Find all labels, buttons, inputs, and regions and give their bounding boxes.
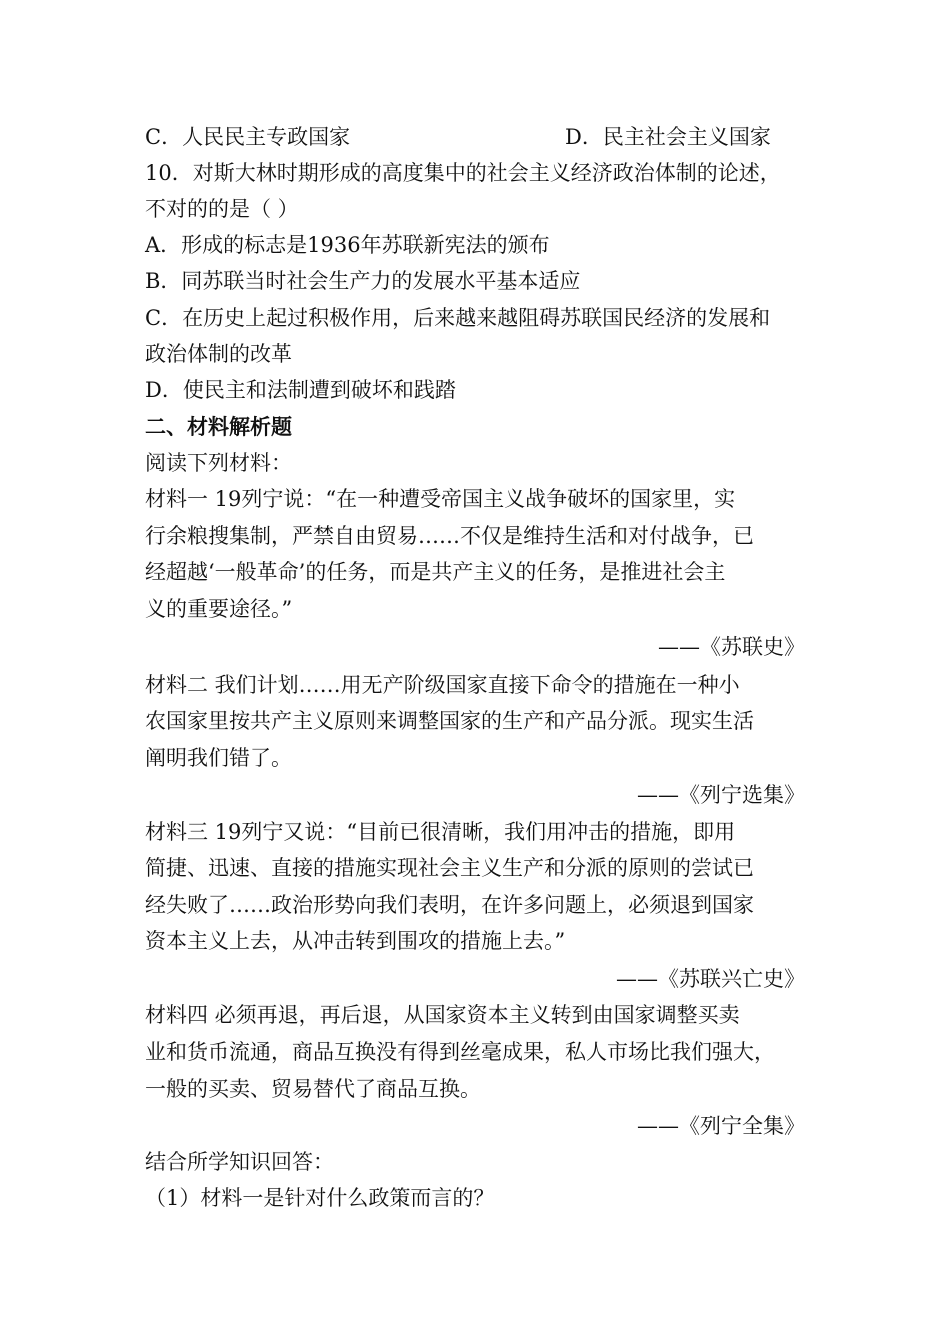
material-4-line3: 一般的买卖、贸易替代了商品互换。 <box>145 1077 481 1101</box>
material-2-line1: 材料二 我们计划……用无产阶级国家直接下命令的措施在一种小 <box>145 673 740 697</box>
question-10-option-b: B．同苏联当时社会生产力的发展水平基本适应 <box>145 269 581 293</box>
material-3-line2: 简捷、迅速、直接的措施实现社会主义生产和分派的原则的尝试已 <box>145 856 754 880</box>
material-3-line1: 材料三 19列宁又说：“目前已很清晰，我们用冲击的措施，即用 <box>145 820 736 844</box>
material-4-line1: 材料四 必须再退，再后退，从国家资本主义转到由国家调整买卖 <box>145 1003 740 1027</box>
material-3-line4: 资本主义上去，从冲击转到围攻的措施上去。” <box>145 929 566 953</box>
section-intro: 阅读下列材料： <box>145 451 292 475</box>
question-10-stem-line1: 10．对斯大林时期形成的高度集中的社会主义经济政治体制的论述， <box>145 161 781 185</box>
material-1-source: ——《苏联史》 <box>658 635 805 659</box>
material-2-source: ——《列宁选集》 <box>637 783 805 807</box>
section-heading: 二、材料解析题 <box>145 414 292 439</box>
material-2-line2: 农国家里按共产主义原则来调整国家的生产和产品分派。现实生活 <box>145 709 754 733</box>
sub-question-1: （1）材料一是针对什么政策而言的？ <box>145 1186 495 1210</box>
question-10-option-a: A．形成的标志是1936年苏联新宪法的颁布 <box>145 233 550 257</box>
material-3-source: ——《苏联兴亡史》 <box>616 967 805 991</box>
material-1-line2: 行余粮搜集制，严禁自由贸易……不仅是维持生活和对付战争，已 <box>145 524 754 548</box>
question-10-stem-line2: 不对的的是（ ） <box>145 197 299 221</box>
material-4-source: ——《列宁全集》 <box>637 1114 805 1138</box>
option-d: D．民主社会主义国家 <box>565 125 771 149</box>
answer-prompt: 结合所学知识回答： <box>145 1150 334 1174</box>
question-10-option-d: D．使民主和法制遭到破坏和践踏 <box>145 378 456 402</box>
material-1-line3: 经超越‘一般革命’的任务，而是共产主义的任务，是推进社会主 <box>145 560 726 584</box>
question-10-option-c-line2: 政治体制的改革 <box>145 342 292 366</box>
question-9-options-cd <box>145 122 805 152</box>
material-4-line2: 业和货币流通，商品互换没有得到丝毫成果，私人市场比我们强大， <box>145 1040 775 1064</box>
material-2-line3: 阐明我们错了。 <box>145 746 292 770</box>
material-3-line3: 经失败了……政治形势向我们表明，在许多问题上，必须退到国家 <box>145 893 754 917</box>
material-1-line4: 义的重要途径。” <box>145 597 293 621</box>
material-1-line1: 材料一 19列宁说：“在一种遭受帝国主义战争破坏的国家里，实 <box>145 487 736 511</box>
question-10-option-c-line1: C．在历史上起过积极作用，后来越来越阻碍苏联国民经济的发展和 <box>145 306 771 330</box>
option-c: C．人民民主专政国家 <box>145 125 351 149</box>
